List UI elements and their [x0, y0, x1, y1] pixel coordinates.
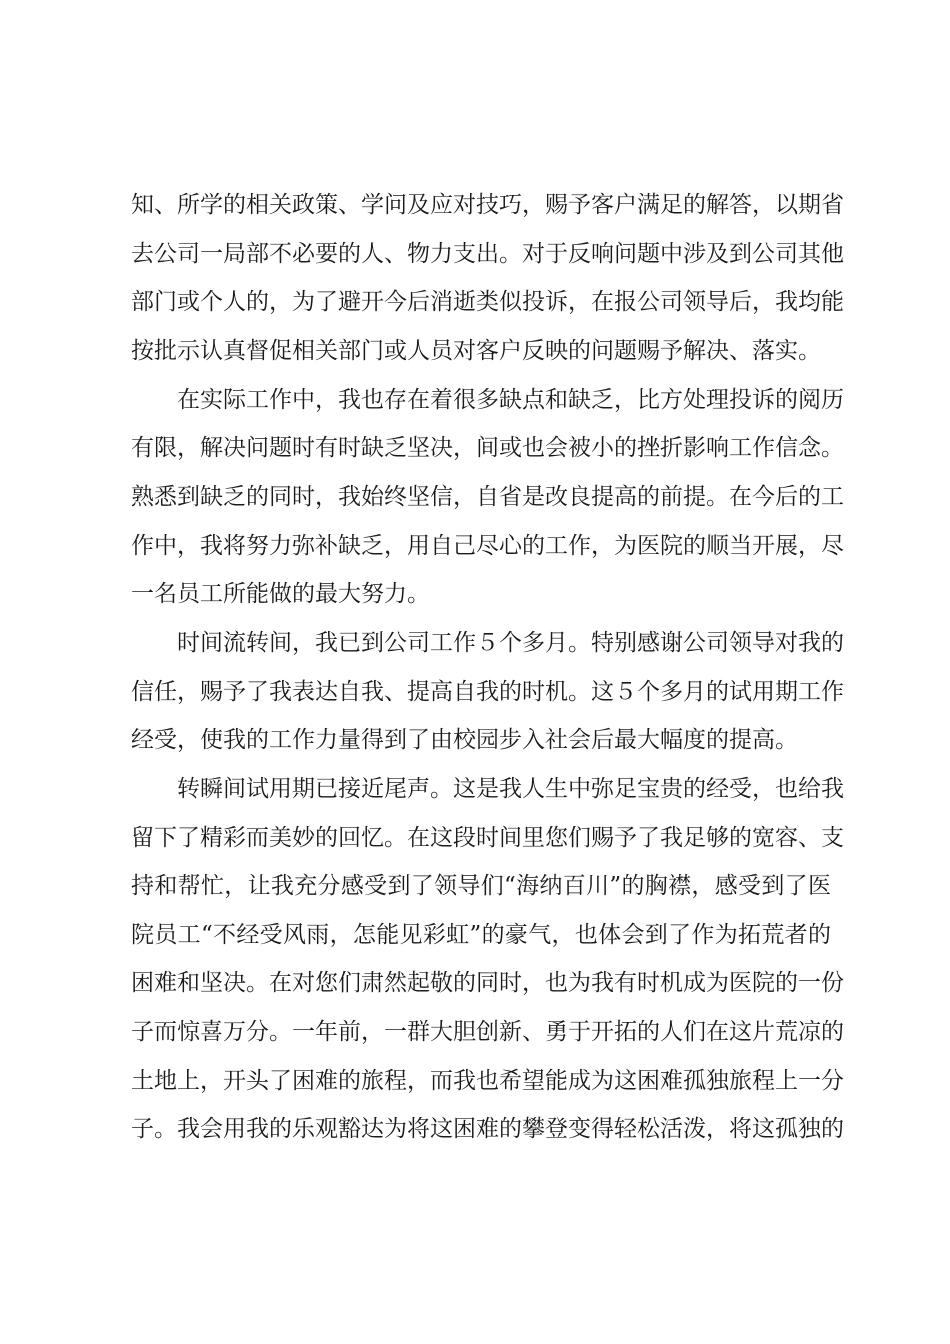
text-line: 持和帮忙，让我充分感受到了领导们“海纳百川”的胸襟，感受到了医 [131, 873, 831, 899]
text-line: 子。我会用我的乐观豁达为将这困难的攀登变得轻松活泼，将这孤独的 [131, 1116, 844, 1142]
text-line: 一名员工所能做的最大努力。 [131, 581, 430, 607]
text-line: 院员工“不经受风雨，怎能见彩虹”的豪气，也体会到了作为拓荒者的 [131, 922, 831, 948]
text-line: 部门或个人的，为了避开今后消逝类似投诉，在报公司领导后，我均能 [131, 289, 844, 315]
text-line: 困难和坚决。在对您们肃然起敬的同时，也为我有时机成为医院的一份 [131, 970, 844, 996]
paragraph-first-line: 时间流转间，我已到公司工作５个多月。特别感谢公司领导对我的 [177, 630, 844, 656]
text-line: 经受，使我的工作力量得到了由校园步入社会后最大幅度的提高。 [131, 727, 798, 753]
text-line: 留下了精彩而美妙的回忆。在这段时间里您们赐予了我足够的宽容、支 [131, 825, 844, 851]
text-line: 按批示认真督促相关部门或人员对客户反映的问题赐予解决、落实。 [131, 338, 821, 364]
text-line: 土地上，开头了困难的旅程，而我也希望能成为这困难孤独旅程上一分 [131, 1068, 844, 1094]
text-line: 熟悉到缺乏的同时，我始终坚信，自省是改良提高的前提。在今后的工 [131, 484, 844, 510]
text-line: 知、所学的相关政策、学问及应对技巧，赐予客户满足的解答，以期省 [131, 192, 844, 218]
text-line: 有限，解决问题时有时缺乏坚决，间或也会被小的挫折影响工作信念。 [131, 435, 844, 461]
text-line: 子而惊喜万分。一年前，一群大胆创新、勇于开拓的人们在这片荒凉的 [131, 1019, 844, 1045]
paragraph-first-line: 在实际工作中，我也存在着很多缺点和缺乏，比方处理投诉的阅历 [177, 387, 844, 413]
text-line: 作中，我将努力弥补缺乏，用自己尽心的工作，为医院的顺当开展，尽 [131, 533, 844, 559]
paragraph-first-line: 转瞬间试用期已接近尾声。这是我人生中弥足宝贵的经受，也给我 [177, 776, 844, 802]
text-line: 去公司一局部不必要的人、物力支出。对于反响问题中涉及到公司其他 [131, 241, 844, 267]
text-line: 信任，赐予了我表达自我、提高自我的时机。这５个多月的试用期工作 [131, 679, 844, 705]
